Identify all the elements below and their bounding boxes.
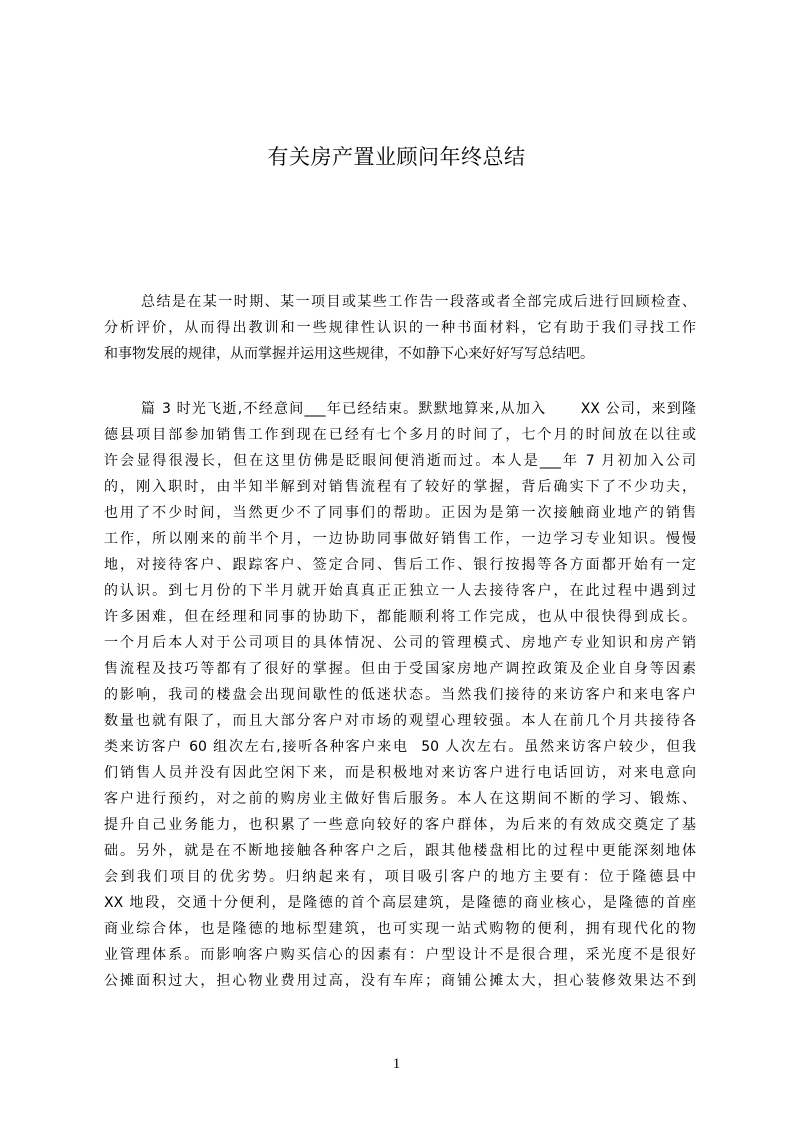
paragraph-line: 公摊面积过大，担心物业费用过高，没有车库；商铺公摊太大，担心装修效果达不到: [104, 973, 696, 989]
paragraph-line: 会到我们项目的优劣势。归纳起来有，项目吸引客户的地方主要有：位于隆德县中: [104, 869, 696, 885]
paragraph-line: 的，刚入职时，由半知半解到对销售流程有了较好的掌握，背后确实下了不少功夫，: [104, 479, 696, 495]
paragraph-line: 客户进行预约，对之前的购房业主做好售后服务。本人在这期间不断的学习、锻炼、: [104, 791, 696, 807]
paragraph-line: 总结是在某一时期、某一项目或某些工作告一段落或者全部完成后进行回顾检查、: [141, 294, 696, 310]
paragraph-line: 地，对接待客户、跟踪客户、签定合同、售后工作、银行按揭等各方面都开始有一定: [104, 557, 696, 573]
paragraph-line: 和事物发展的规律，从而掌握并运用这些规律，不如静下心来好好写写总结吧。: [104, 346, 594, 362]
paragraph-line: 分析评价，从而得出教训和一些规律性认识的一种书面材料，它有助于我们寻找工作: [104, 320, 696, 336]
document-title: 有关房产置业顾问年终总结: [267, 145, 526, 169]
paragraph-line: 许多困难，但在经理和同事的协助下，都能顺利将工作完成，也从中很快得到成长。: [104, 609, 696, 625]
paragraph-line: 工作，所以刚来的前半个月，一边协助同事做好销售工作，一边学习专业知识。慢慢: [104, 531, 696, 547]
paragraph-line: 许会显得很漫长，但在这里仿佛是眨眼间便消逝而过。本人是___年 7 月初加入公司: [104, 453, 696, 469]
paragraph-line: 类来访客户 60 组次左右,接听各种客户来电 50 人次左右。虽然来访客户较少，但我: [104, 739, 696, 755]
paragraph-line: XX 地段，交通十分便利，是隆德的首个高层建筑，是隆德的商业核心，是隆德的首座: [104, 895, 696, 911]
paragraph-line: 的影响，我司的楼盘会出现间歇性的低迷状态。当然我们接待的来访客户和来电客户: [104, 687, 696, 703]
paragraph-line: 础。另外，就是在不断地接触各种客户之后，跟其他楼盘相比的过程中更能深刻地体: [104, 843, 696, 859]
paragraph-line: 提升自己业务能力，也积累了一些意向较好的客户群体，为后来的有效成交奠定了基: [104, 817, 696, 833]
paragraph-line: 数量也就有限了，而且大部分客户对市场的观望心理较强。本人在前几个月共接待各: [104, 713, 696, 729]
paragraph-line: 业管理体系。而影响客户购买信心的因素有：户型设计不是很合理，采光度不是很好: [104, 947, 696, 963]
page-number: 1: [392, 1056, 401, 1072]
paragraph-line: 一个月后本人对于公司项目的具体情况、公司的管理模式、房地产专业知识和房产销: [104, 635, 696, 651]
paragraph-line: 也用了不少时间，当然更少不了同事们的帮助。正因为是第一次接触商业地产的销售: [104, 505, 696, 521]
paragraph-line: 商业综合体，也是隆德的地标型建筑，也可实现一站式购物的便利，拥有现代化的物: [104, 921, 696, 937]
paragraph-line: 德县项目部参加销售工作到现在已经有七个多月的时间了，七个月的时间放在以往或: [104, 427, 696, 443]
paragraph-line: 们销售人员并没有因此空闲下来，而是积极地对来访客户进行电话回访，对来电意向: [104, 765, 696, 781]
paragraph-line: 售流程及技巧等都有了很好的掌握。但由于受国家房地产调控政策及企业自身等因素: [104, 661, 696, 677]
paragraph-line: 的认识。到七月份的下半月就开始真真正正独立一人去接待客户，在此过程中遇到过: [104, 583, 696, 599]
paragraph-line: 篇 3 时光飞逝,不经意间___年已经结束。默默地算来,从加入 XX 公司，来到隆: [141, 401, 696, 417]
